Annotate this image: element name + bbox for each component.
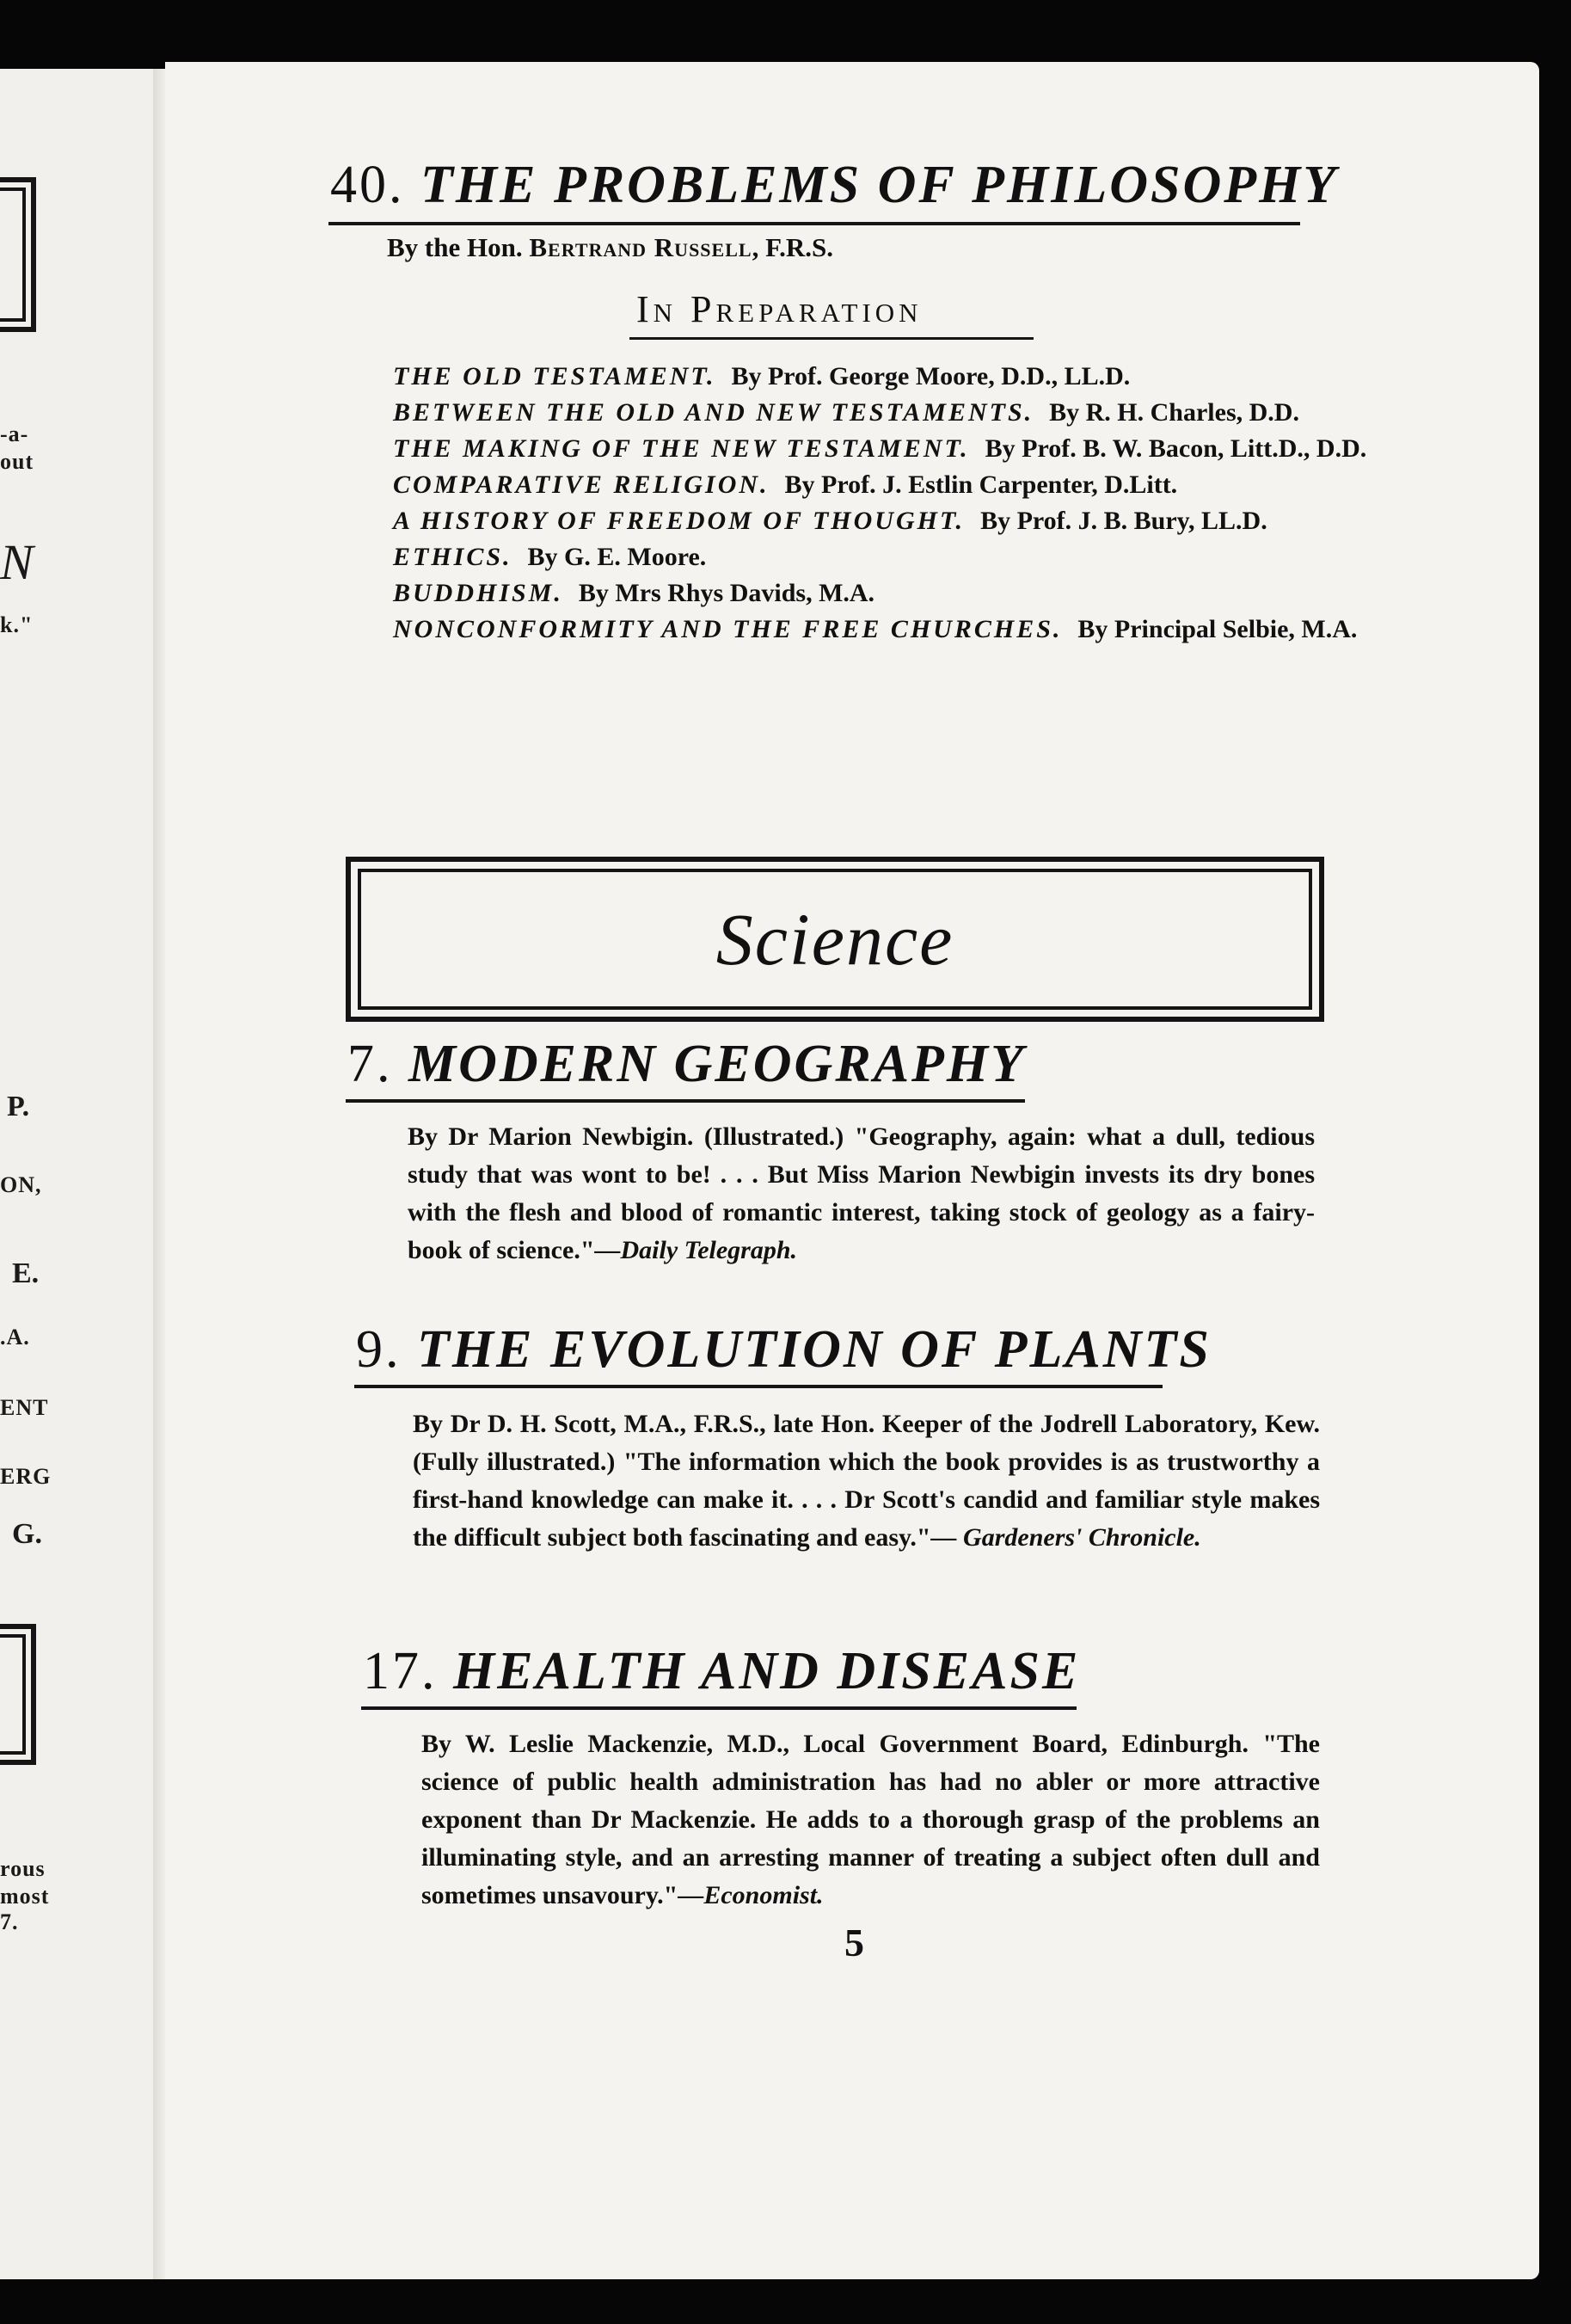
facing-fragment: G. [12, 1518, 42, 1550]
description-text: By Dr D. H. Scott, M.A., F.R.S., late Hon. Keeper of the Jodrell Laboratory, Kew. (Fully illustrated.) "The information which the book provides is as trustworthy a first-hand knowledge can make it. . . . Dr Scott's candid and familiar style makes the difficult subject both fascinating and easy." [413, 1410, 1320, 1552]
work-title: ETHICS. [393, 543, 512, 571]
quote-source: — Gardeners' Chronicle. [930, 1523, 1201, 1552]
book-rule [354, 1385, 1163, 1388]
work-author: By Prof. B. W. Bacon, Litt.D., D.D. [985, 434, 1367, 463]
book-title: HEALTH AND DISEASE [453, 1642, 1081, 1700]
work-author: By R. H. Charles, D.D. [1049, 398, 1299, 427]
list-item [393, 470, 1502, 501]
book-title: MODERN GEOGRAPHY [408, 1035, 1027, 1093]
list-item [393, 433, 1502, 464]
book-description [413, 1405, 1320, 1557]
book-number: 7. [347, 1035, 393, 1093]
in-preparation-list [393, 361, 1502, 650]
quote-source: —Economist. [678, 1881, 824, 1909]
book-description [408, 1118, 1315, 1270]
book-heading [356, 1319, 1212, 1380]
work-author: By Principal Selbie, M.A. [1077, 615, 1358, 643]
facing-fragment: -a- [0, 421, 29, 446]
book-title: THE EVOLUTION OF PLANTS [417, 1320, 1212, 1379]
work-title: COMPARATIVE RELIGION. [393, 470, 770, 499]
list-item [393, 506, 1502, 537]
book-number: 17. [363, 1642, 438, 1700]
list-item [393, 397, 1502, 428]
philosophy-byline [387, 232, 833, 263]
work-author: By Prof. J. Estlin Carpenter, D.Litt. [784, 470, 1178, 499]
work-title: BUDDHISM. [393, 579, 563, 607]
list-item [393, 361, 1502, 392]
work-author: By Prof. George Moore, D.D., LL.D. [731, 362, 1131, 390]
science-section-inner-frame [358, 869, 1312, 1010]
philosophy-title: THE PROBLEMS OF PHILOSOPHY [420, 156, 1339, 214]
facing-fragment: P. [7, 1091, 30, 1122]
list-item [393, 578, 1502, 609]
work-title: A HISTORY OF FREEDOM OF THOUGHT. [393, 507, 966, 535]
book-rule [361, 1706, 1077, 1710]
book-description [421, 1725, 1320, 1915]
facing-fragment: ON, [0, 1172, 42, 1197]
facing-fragment: N [0, 534, 34, 590]
facing-page-frame-bottom [0, 1624, 36, 1765]
book-heading [347, 1034, 1026, 1095]
catalogue-page [165, 62, 1539, 2279]
facing-page [0, 69, 157, 2279]
list-item [393, 614, 1502, 645]
work-author: By Prof. J. B. Bury, LL.D. [980, 507, 1267, 535]
page-number: 5 [844, 1921, 864, 1964]
byline-suffix: , F.R.S. [752, 232, 834, 262]
facing-fragment: rous [0, 1856, 46, 1881]
facing-page-frame-top [0, 177, 36, 332]
philosophy-heading [330, 155, 1338, 216]
description-text: By W. Leslie Mackenzie, M.D., Local Government Board, Edinburgh. "The science of public health administration has had no abler or more attractive exponent than Dr Mackenzie. He adds to a thorough grasp of the problems an illuminating style, and an arresting manner of treating a subject often dull and sometimes unsavoury." [421, 1730, 1320, 1909]
facing-fragment: out [0, 449, 34, 474]
work-title: THE MAKING OF THE NEW TESTAMENT. [393, 434, 970, 463]
list-item [393, 542, 1502, 573]
facing-fragment: ENT [0, 1395, 49, 1420]
work-title: THE OLD TESTAMENT. [393, 362, 716, 390]
book-number: 9. [356, 1320, 402, 1379]
science-section-box [346, 857, 1324, 1022]
byline-prefix: By the Hon. [387, 232, 530, 262]
facing-fragment: ERG [0, 1464, 52, 1489]
facing-fragment: .A. [0, 1325, 30, 1350]
work-author: By G. E. Moore. [527, 543, 707, 571]
book-rule [346, 1099, 1025, 1103]
philosophy-rule [328, 222, 1300, 225]
quote-source: —Daily Telegraph. [594, 1236, 798, 1264]
facing-fragment: most [0, 1884, 50, 1909]
in-preparation-heading: In Preparation [636, 288, 923, 330]
facing-fragment: E. [12, 1257, 40, 1289]
philosophy-number: 40. [330, 156, 405, 214]
work-title: BETWEEN THE OLD AND NEW TESTAMENTS. [393, 398, 1034, 427]
in-preparation-rule [629, 337, 1034, 340]
byline-author: Bertrand Russell [529, 232, 752, 262]
facing-fragment: 7. [0, 1909, 19, 1934]
work-title: NONCONFORMITY AND THE FREE CHURCHES. [393, 615, 1063, 643]
work-author: By Mrs Rhys Davids, M.A. [578, 579, 875, 607]
description-text: By Dr Marion Newbigin. (Illustrated.) "Geography, again: what a dull, tedious study that was wont to be! . . . But Miss Marion Newbigin invests its dry bones with the flesh and blood of romantic interest, taking stock of geology as a fairy-book of science." [408, 1122, 1315, 1264]
book-heading [363, 1641, 1080, 1702]
facing-fragment: k." [0, 612, 34, 637]
section-title: Science [715, 898, 954, 981]
